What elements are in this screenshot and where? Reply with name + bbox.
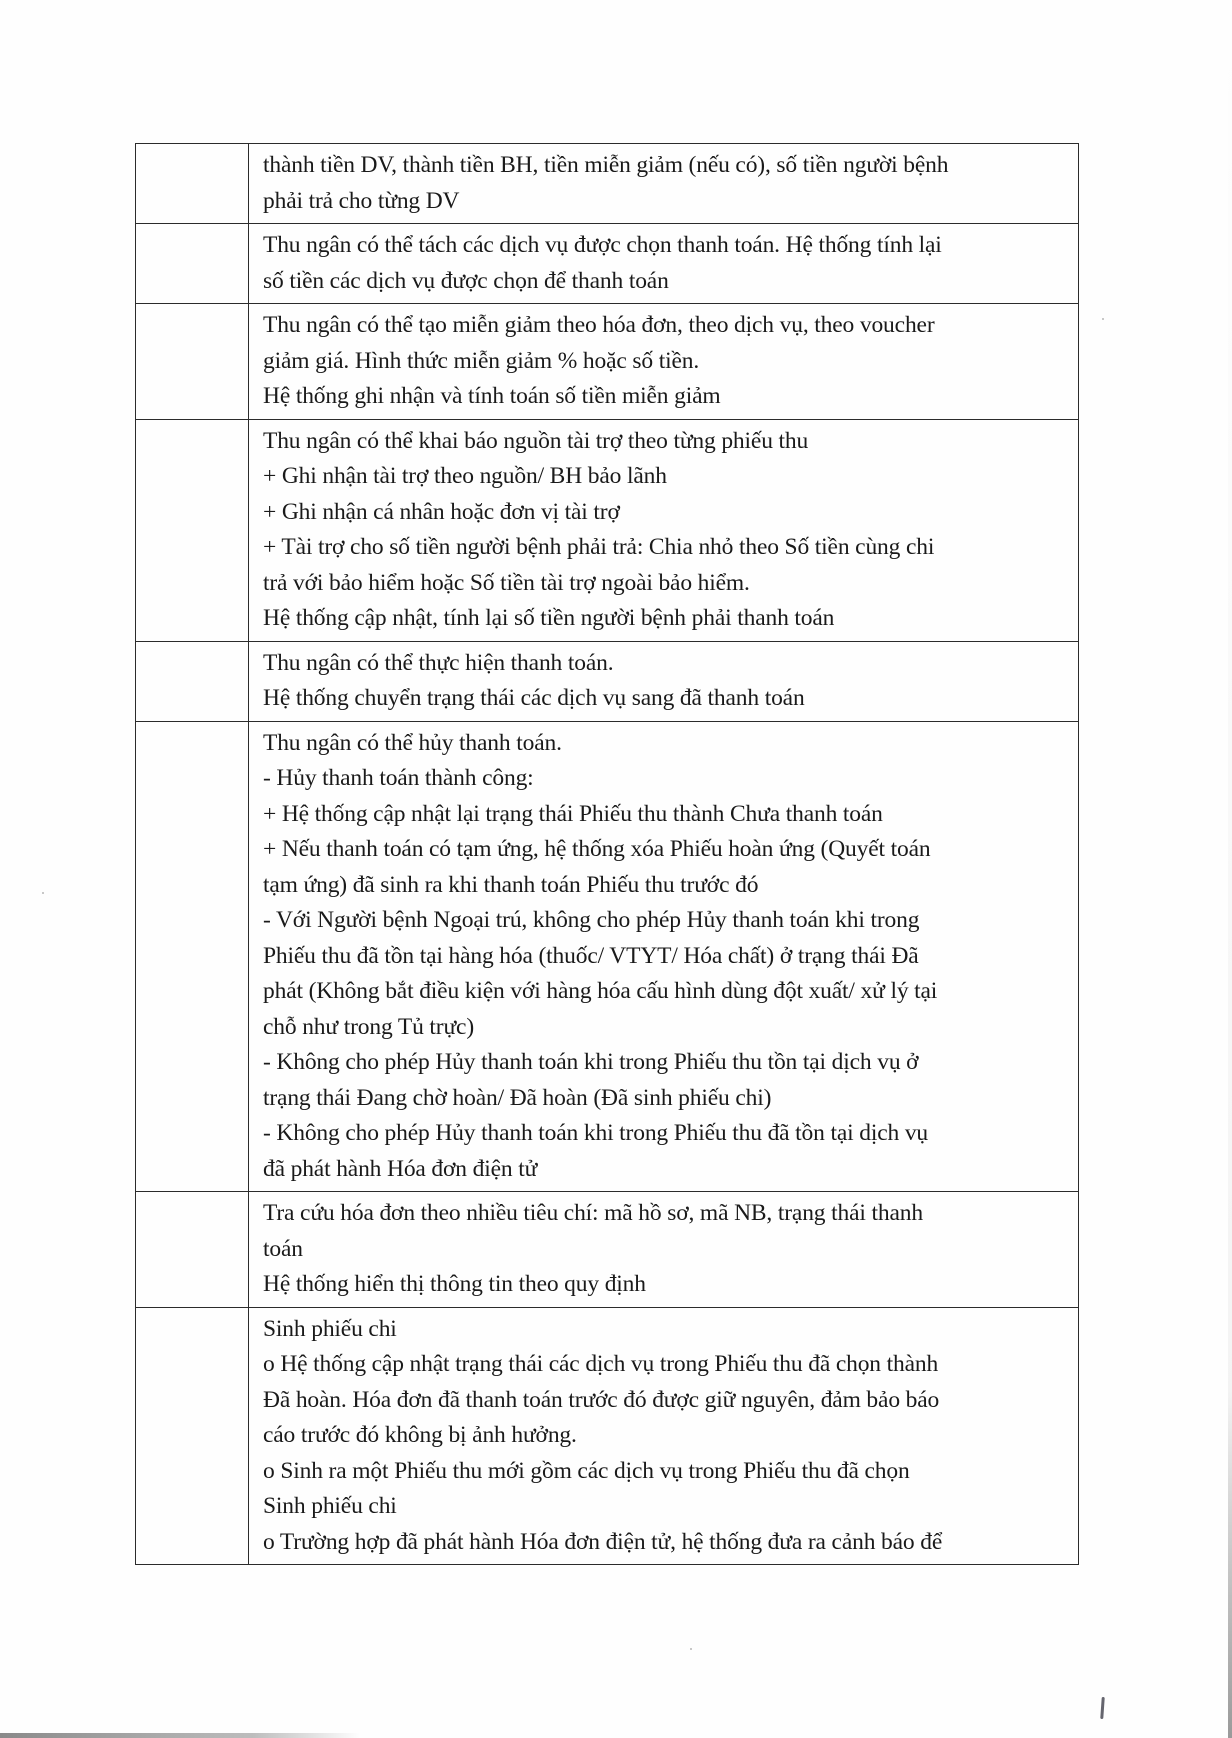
- description-line: giảm giá. Hình thức miễn giảm % hoặc số tiền.: [263, 347, 700, 374]
- requirements-table-body: [136, 144, 1079, 1565]
- row-index-cell: [136, 304, 249, 420]
- scan-speck: [42, 892, 44, 894]
- row-index-cell: [136, 419, 249, 641]
- description-line: Tra cứu hóa đơn theo nhiều tiêu chí: mã hồ sơ, mã NB, trạng thái thanh: [263, 1200, 923, 1226]
- row-index-cell: [136, 144, 249, 224]
- description-line: Thu ngân có thể tạo miễn giảm theo hóa đơn, theo dịch vụ, theo voucher: [263, 312, 935, 338]
- description-line: o Hệ thống cập nhật trạng thái các dịch vụ trong Phiếu thu đã chọn thành: [263, 1351, 939, 1377]
- description-line: trạng thái Đang chờ hoàn/ Đã hoàn (Đã sinh phiếu chi): [263, 1084, 772, 1111]
- table-row: [136, 721, 1079, 1192]
- description-line: tạm ứng) đã sinh ra khi thanh toán Phiếu thu trước đó: [263, 871, 759, 898]
- description-line: chỗ như trong Tủ trực): [263, 1013, 474, 1040]
- table-row: [136, 304, 1079, 420]
- description-line: Hệ thống hiển thị thông tin theo quy định: [263, 1271, 646, 1297]
- description-line: + Ghi nhận cá nhân hoặc đơn vị tài trợ: [263, 498, 620, 525]
- table-row: [136, 144, 1079, 224]
- description-line: cáo trước đó không bị ảnh hưởng.: [263, 1422, 577, 1448]
- row-index-cell: [136, 641, 249, 721]
- description-line: Đã hoàn. Hóa đơn đã thanh toán trước đó được giữ nguyên, đảm bảo báo: [263, 1386, 940, 1413]
- description-line: Thu ngân có thể hủy thanh toán.: [263, 729, 562, 756]
- scan-speck: [690, 1648, 692, 1650]
- row-index-cell: [136, 1307, 249, 1565]
- description-line: + Tài trợ cho số tiền người bệnh phải trả: Chia nhỏ theo Số tiền cùng chi: [263, 534, 935, 560]
- description-line: Sinh phiếu chi: [263, 1493, 397, 1519]
- scan-edge-shadow-right: [1228, 0, 1232, 1738]
- description-line: trả với bảo hiểm hoặc Số tiền tài trợ ngoài bảo hiểm.: [263, 569, 750, 596]
- description-line: + Nếu thanh toán có tạm ứng, hệ thống xóa Phiếu hoàn ứng (Quyết toán: [263, 836, 931, 862]
- requirements-table: [135, 143, 1079, 1565]
- row-description-cell: [249, 144, 1079, 224]
- row-index-cell: [136, 721, 249, 1192]
- description-line: o Sinh ra một Phiếu thu mới gồm các dịch vụ trong Phiếu thu đã chọn: [263, 1457, 910, 1484]
- description-line: + Ghi nhận tài trợ theo nguồn/ BH bảo lãnh: [263, 463, 667, 489]
- row-description-cell: [249, 721, 1079, 1192]
- table-row: [136, 641, 1079, 721]
- description-line: Thu ngân có thể khai báo nguồn tài trợ theo từng phiếu thu: [263, 427, 809, 454]
- description-line: Sinh phiếu chi: [263, 1315, 397, 1342]
- description-line: thành tiền DV, thành tiền BH, tiền miễn giảm (nếu có), số tiền người bệnh: [263, 152, 949, 178]
- row-description-cell: [249, 1307, 1079, 1565]
- description-line: số tiền các dịch vụ được chọn để thanh toán: [263, 267, 669, 294]
- table-row: [136, 224, 1079, 304]
- table-row: [136, 419, 1079, 641]
- table-row: [136, 1307, 1079, 1565]
- description-line: đã phát hành Hóa đơn điện tử: [263, 1155, 538, 1182]
- scan-edge-shadow-bottom: [0, 1733, 360, 1738]
- row-description-cell: [249, 304, 1079, 420]
- description-line: Phiếu thu đã tồn tại hàng hóa (thuốc/ VTYT/ Hóa chất) ở trạng thái Đã: [263, 942, 919, 969]
- description-line: Hệ thống cập nhật, tính lại số tiền người bệnh phải thanh toán: [263, 605, 835, 631]
- table-row: [136, 1192, 1079, 1308]
- description-line: toán: [263, 1235, 303, 1262]
- description-line: o Trường hợp đã phát hành Hóa đơn điện tử, hệ thống đưa ra cảnh báo để: [263, 1528, 943, 1555]
- row-description-cell: [249, 1192, 1079, 1308]
- row-index-cell: [136, 1192, 249, 1308]
- description-line: Thu ngân có thể tách các dịch vụ được chọn thanh toán. Hệ thống tính lại: [263, 232, 942, 258]
- description-line: - Với Người bệnh Ngoại trú, không cho phép Hủy thanh toán khi trong: [263, 907, 920, 933]
- scan-speck: [1102, 318, 1104, 320]
- description-line: phải trả cho từng DV: [263, 187, 460, 214]
- description-line: + Hệ thống cập nhật lại trạng thái Phiếu thu thành Chưa thanh toán: [263, 800, 883, 827]
- description-line: Hệ thống chuyển trạng thái các dịch vụ sang đã thanh toán: [263, 685, 805, 711]
- row-description-cell: [249, 641, 1079, 721]
- description-line: Hệ thống ghi nhận và tính toán số tiền miễn giảm: [263, 383, 721, 409]
- description-line: - Không cho phép Hủy thanh toán khi trong Phiếu thu tồn tại dịch vụ ở: [263, 1049, 919, 1075]
- description-line: - Hủy thanh toán thành công:: [263, 765, 534, 791]
- handwritten-pen-mark: [1100, 1697, 1105, 1719]
- description-line: phát (Không bắt điều kiện với hàng hóa cấu hình dùng đột xuất/ xử lý tại: [263, 978, 938, 1004]
- description-line: - Không cho phép Hủy thanh toán khi trong Phiếu thu đã tồn tại dịch vụ: [263, 1120, 929, 1146]
- description-line: Thu ngân có thể thực hiện thanh toán.: [263, 649, 614, 676]
- row-description-cell: [249, 419, 1079, 641]
- row-index-cell: [136, 224, 249, 304]
- row-description-cell: [249, 224, 1079, 304]
